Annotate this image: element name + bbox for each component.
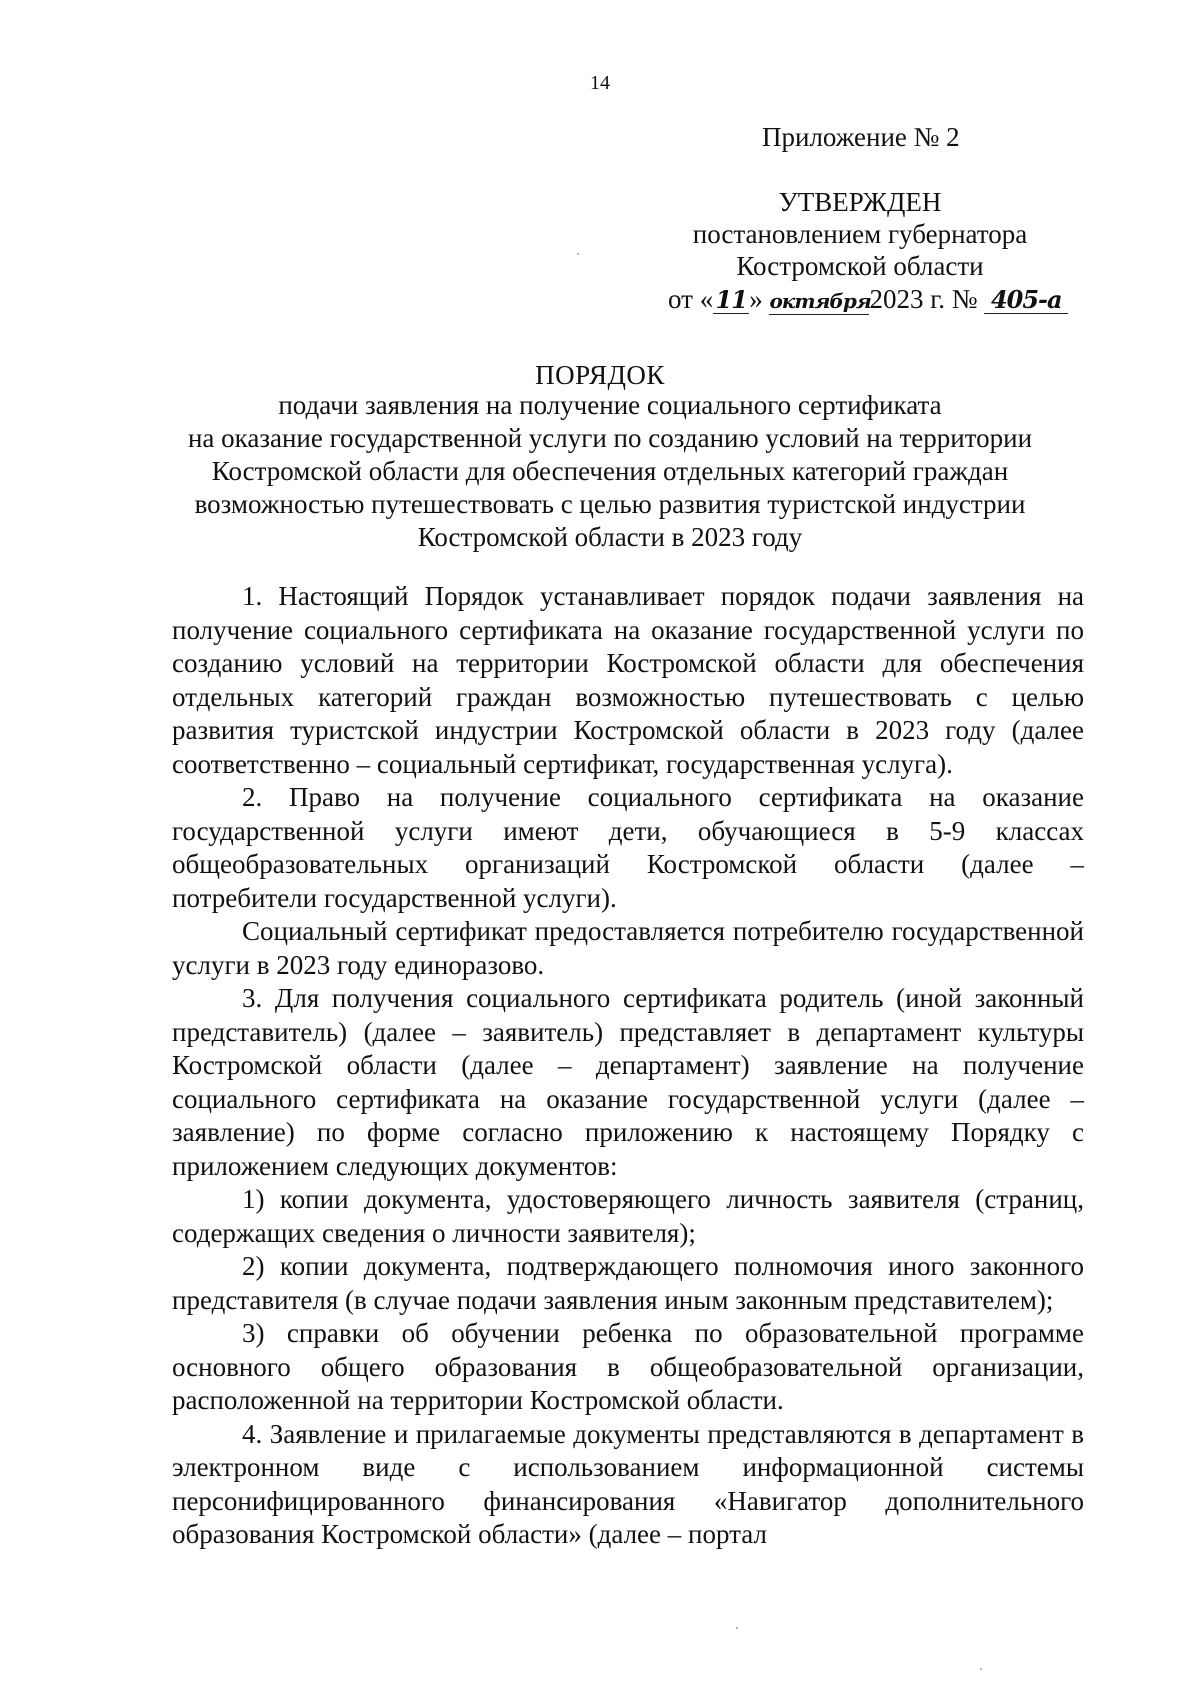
approval-line: постановлением губернатора — [692, 219, 1028, 249]
body-paragraph: 1. Настоящий Порядок устанавливает порядок подачи заявления на получение социального сертификата на оказание государственной услуги по созданию условий на территории Костромской области для обеспечения отдельных категорий граждан возможностью путешествовать с целью развития туристской индустрии Костромской области в 2023 году (далее соответственно – социальный сертификат, государственная услуга). — [172, 581, 1084, 779]
scan-speck — [577, 253, 579, 255]
subtitle-line: на оказание государственной услуги по созданию условий на территории — [187, 423, 1033, 453]
subtitle-line: Костромской области для обеспечения отдельных категорий граждан — [211, 456, 1009, 486]
approval-line: Костромской области — [736, 251, 984, 281]
handwritten-day: 11 — [713, 287, 749, 314]
handwritten-month: октября — [769, 289, 871, 313]
document-subtitle — [170, 389, 1050, 554]
approval-date-line — [668, 283, 1068, 315]
body-paragraph: 2) копии документа, подтверждающего полномочия иного законного представителя (в случае подачи заявления иным законным представителем); — [172, 1251, 1084, 1315]
date-year: 2023 г. № — [869, 284, 985, 314]
approval-block — [640, 186, 1080, 282]
body-paragraph: 1) копии документа, удостоверяющего личность заявителя (страниц, содержащих сведения о личности заявителя); — [172, 1184, 1084, 1248]
date-mid: » — [749, 284, 770, 314]
subtitle-line: Костромской области в 2023 году — [417, 522, 803, 552]
body-paragraph: 4. Заявление и прилагаемые документы представляются в департамент в электронном виде с использованием информационной системы персонифицированного финансирования «Навигатор дополнительного образования Костромской области» (далее – портал — [172, 1418, 1084, 1549]
subtitle-line: подачи заявления на получение социального сертификата — [278, 390, 942, 420]
body-paragraph: 3) справки об обучении ребенка по образовательной программе основного общего образования в общеобразовательной организации, расположенной на территории Костромской области. — [172, 1318, 1084, 1415]
body-paragraph: Социальный сертификат предоставляется потребителю государственной услуги в 2023 году единоразово. — [172, 916, 1084, 980]
body-paragraph: 2. Право на получение социального сертификата на оказание государственной услуги имеют дети, обучающиеся в 5-9 классах общеобразовательных организаций Костромской области (далее – потребители государственной услуги). — [172, 782, 1084, 913]
scan-speck — [980, 1668, 982, 1670]
document-title: ПОРЯДОК — [535, 360, 665, 390]
subtitle-line: возможностью путешествовать с целью развития туристской индустрии — [194, 489, 1026, 519]
appendix-label: Приложение № 2 — [762, 122, 960, 152]
approval-line: УТВЕРЖДЕН — [778, 187, 942, 217]
page-number: 14 — [590, 72, 610, 94]
scan-speck — [736, 1627, 738, 1629]
document-body — [172, 580, 1084, 1552]
body-paragraph: 3. Для получения социального сертификата родитель (иной законный представитель) (далее – заявитель) представляет в департамент культуры Костромской области (далее – департамент) заявление на получение социального сертификата на оказание государственной услуги (далее – заявление) по форме согласно приложению к настоящему Порядку с приложением следующих документов: — [172, 983, 1084, 1181]
handwritten-number: 405-а — [984, 287, 1068, 314]
date-prefix: от « — [668, 284, 714, 314]
